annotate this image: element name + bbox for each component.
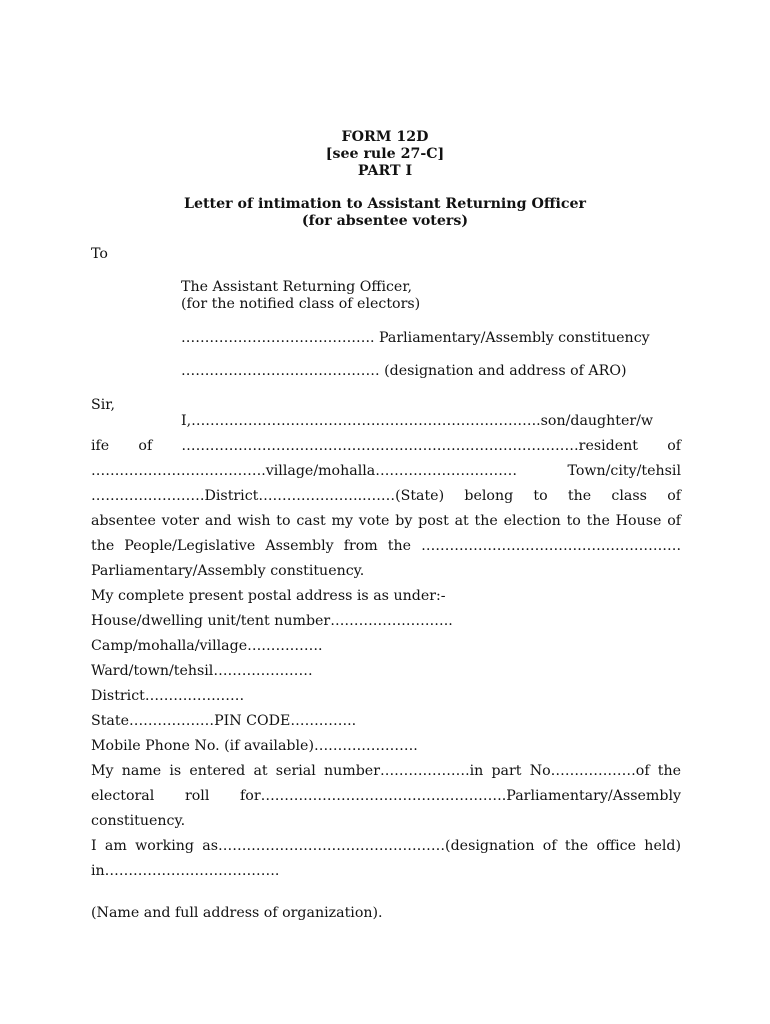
body-line: Parliamentary/Assembly constituency. bbox=[91, 563, 365, 579]
salutation-to: To bbox=[91, 246, 108, 262]
address-intro: My complete present postal address is as under:- bbox=[91, 588, 446, 604]
field-house: House/dwelling unit/tent number…………………….. bbox=[91, 613, 453, 629]
letter-title: Letter of intimation to Assistant Returning Officer bbox=[183, 196, 586, 212]
form-number: FORM 12D bbox=[341, 129, 429, 145]
body-line: ife of …………………………………………………………………………resident of bbox=[91, 438, 681, 454]
body-line: I,………………………………………………………………..son/daughter/w bbox=[181, 413, 654, 429]
body-line: ……………………District…………………..……(State) belong to the class of bbox=[91, 488, 681, 504]
field-ward: Ward/town/tehsil………………… bbox=[91, 663, 313, 679]
field-serial-number: My name is entered at serial number……………….in part No………………of the bbox=[91, 763, 681, 779]
body-line: the People/Legislative Assembly from the ………………………………………………. bbox=[91, 538, 681, 554]
rule-reference: [see rule 27-C] bbox=[325, 146, 445, 162]
field-district: District………………… bbox=[91, 688, 245, 704]
addressee-designation: …………………………………… (designation and address of ARO) bbox=[181, 363, 627, 379]
body-line: ……………………………….village/mohalla………………………… Town/city/tehsil bbox=[91, 463, 681, 479]
field-state-pin: State………………PIN CODE………….. bbox=[91, 713, 357, 729]
addressee-title: The Assistant Returning Officer, bbox=[181, 279, 413, 295]
organization-note: (Name and full address of organization). bbox=[91, 905, 383, 921]
body-line: constituency. bbox=[91, 813, 186, 829]
field-working-as: I am working as…………………………………………(designation of the office held) bbox=[91, 838, 681, 854]
part-label: PART I bbox=[357, 163, 413, 179]
body-line: absentee voter and wish to cast my vote by post at the election to the House of bbox=[91, 513, 681, 529]
field-working-in: in………………………………. bbox=[91, 863, 280, 879]
salutation-sir: Sir, bbox=[91, 397, 115, 413]
addressee-class: (for the notified class of electors) bbox=[181, 296, 421, 312]
field-electoral-roll: electoral roll for…………………………………………….Parliamentary/Assembly bbox=[91, 788, 681, 804]
field-mobile: Mobile Phone No. (if available)…………………. bbox=[91, 738, 418, 754]
addressee-constituency: ………………………………….. Parliamentary/Assembly constituency bbox=[181, 330, 650, 346]
field-camp: Camp/mohalla/village……………. bbox=[91, 638, 323, 654]
letter-subtitle: (for absentee voters) bbox=[301, 213, 469, 229]
